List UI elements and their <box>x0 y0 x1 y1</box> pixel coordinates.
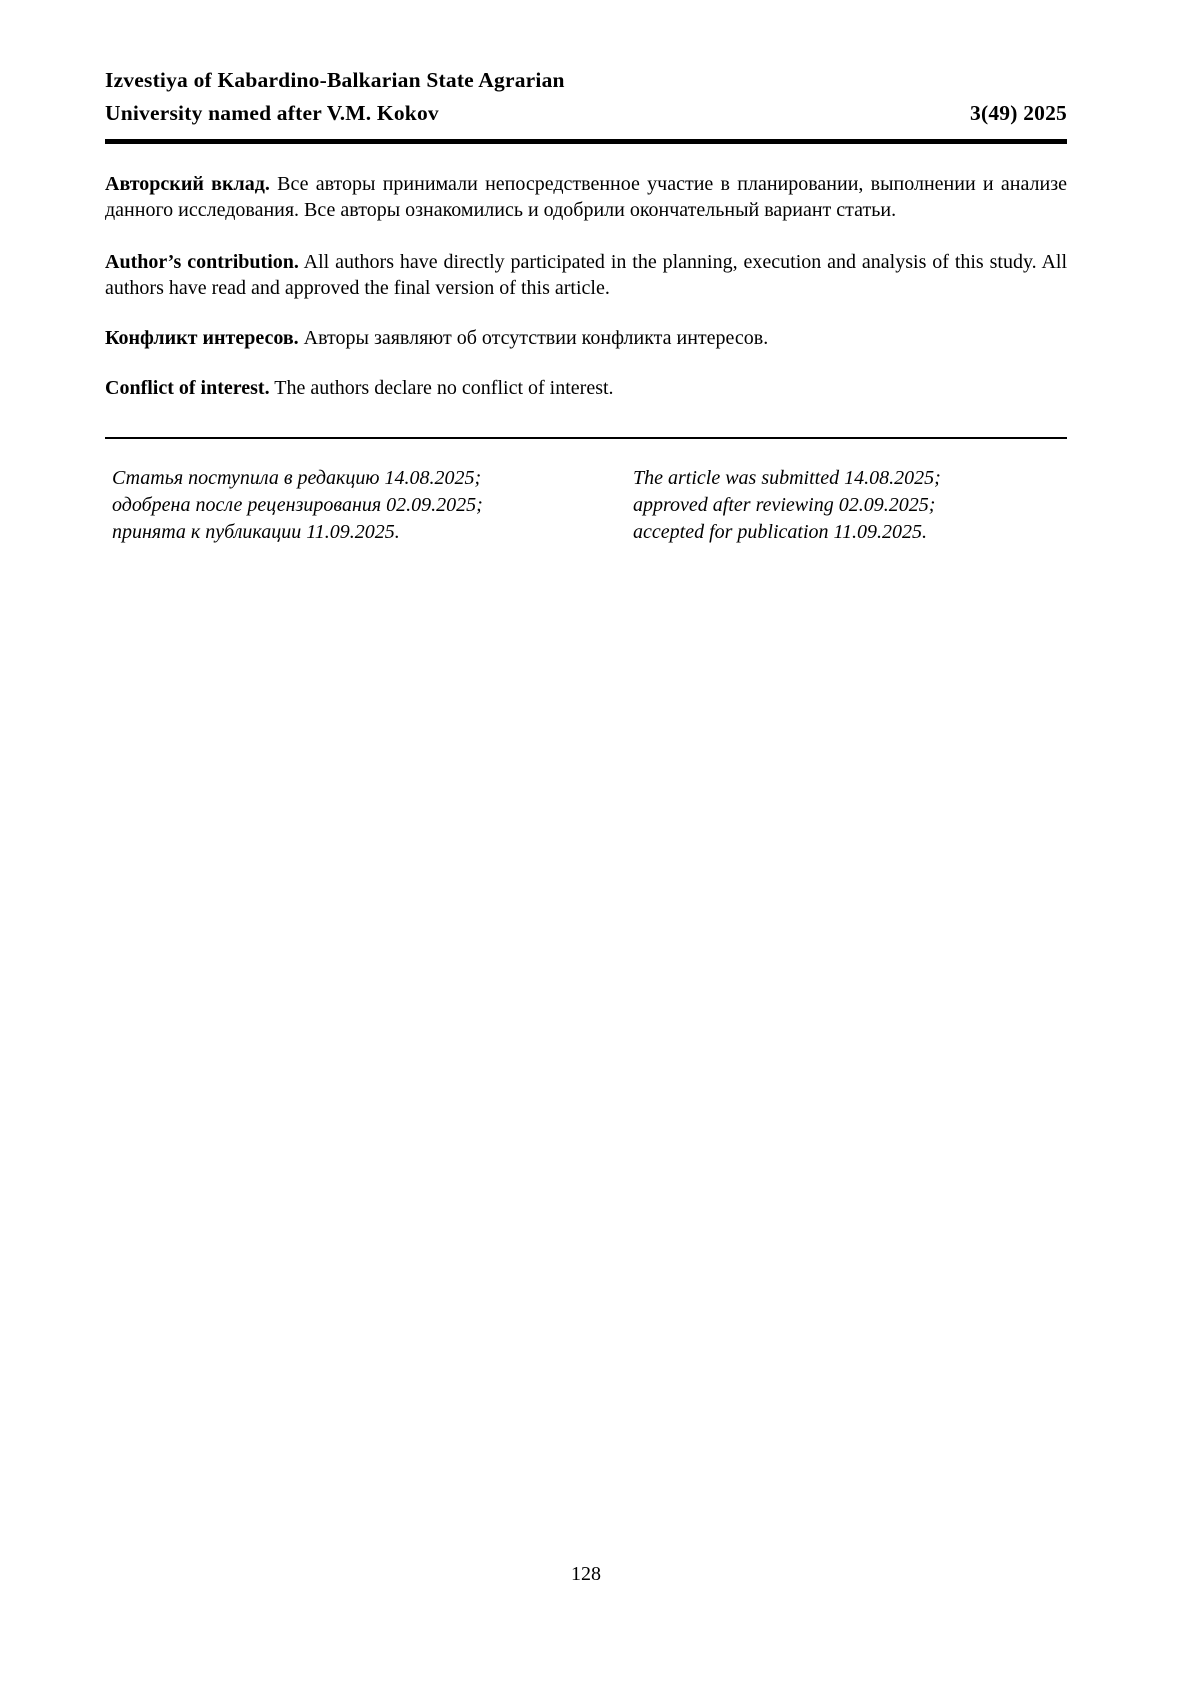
paragraph-text: All authors have directly participated in the planning, execution and analysis of this study. All authors have read and approved the final version of this article. <box>105 251 1067 299</box>
journal-title-line2: University named after V.M. Kokov <box>105 101 439 125</box>
page-number: 128 <box>571 1563 601 1585</box>
date-line: одобрена после рецензирования 02.09.2025; <box>112 494 483 516</box>
page-content <box>105 0 1067 546</box>
date-line: Статья поступила в редакцию 14.08.2025; <box>112 467 482 489</box>
journal-header <box>105 64 1067 144</box>
date-line: принята к публикации 11.09.2025. <box>112 521 400 543</box>
submission-dates-ru <box>105 465 593 546</box>
submission-dates <box>105 465 1067 546</box>
date-line: The article was submitted 14.08.2025; <box>633 467 941 489</box>
article-back-matter <box>105 171 1067 401</box>
paragraph-text: Авторы заявляют об отсутствии конфликта интересов. <box>298 327 769 349</box>
divider-rule <box>105 437 1067 439</box>
journal-title-line1: Izvestiya of Kabardino-Balkarian State Agrarian <box>105 68 565 92</box>
paragraph-conflict-ru <box>105 325 1067 351</box>
issue-number: 3(49) 2025 <box>970 101 1067 125</box>
paragraph-lead: Author’s contribution. <box>105 251 299 273</box>
paragraph-author-contribution-en <box>105 249 1067 301</box>
submission-dates-en <box>593 465 1067 546</box>
header-rule <box>105 139 1067 144</box>
date-line: accepted for publication 11.09.2025. <box>633 521 928 543</box>
paragraph-lead: Конфликт интересов. <box>105 327 299 349</box>
paragraph-conflict-en <box>105 375 1067 401</box>
paragraph-author-contribution-ru <box>105 171 1067 223</box>
date-line: approved after reviewing 02.09.2025; <box>633 494 936 516</box>
journal-header-row2 <box>105 97 1067 130</box>
paragraph-lead: Авторский вклад. <box>105 173 270 195</box>
paragraph-text: Все авторы принимали непосредственное участие в планировании, выполнении и анализе данного исследования. Все авторы ознакомились и одобрили окончательный вариант статьи. <box>105 173 1068 221</box>
paragraph-text: The authors declare no conflict of interest. <box>269 377 614 399</box>
paragraph-lead: Conflict of interest. <box>105 377 270 399</box>
